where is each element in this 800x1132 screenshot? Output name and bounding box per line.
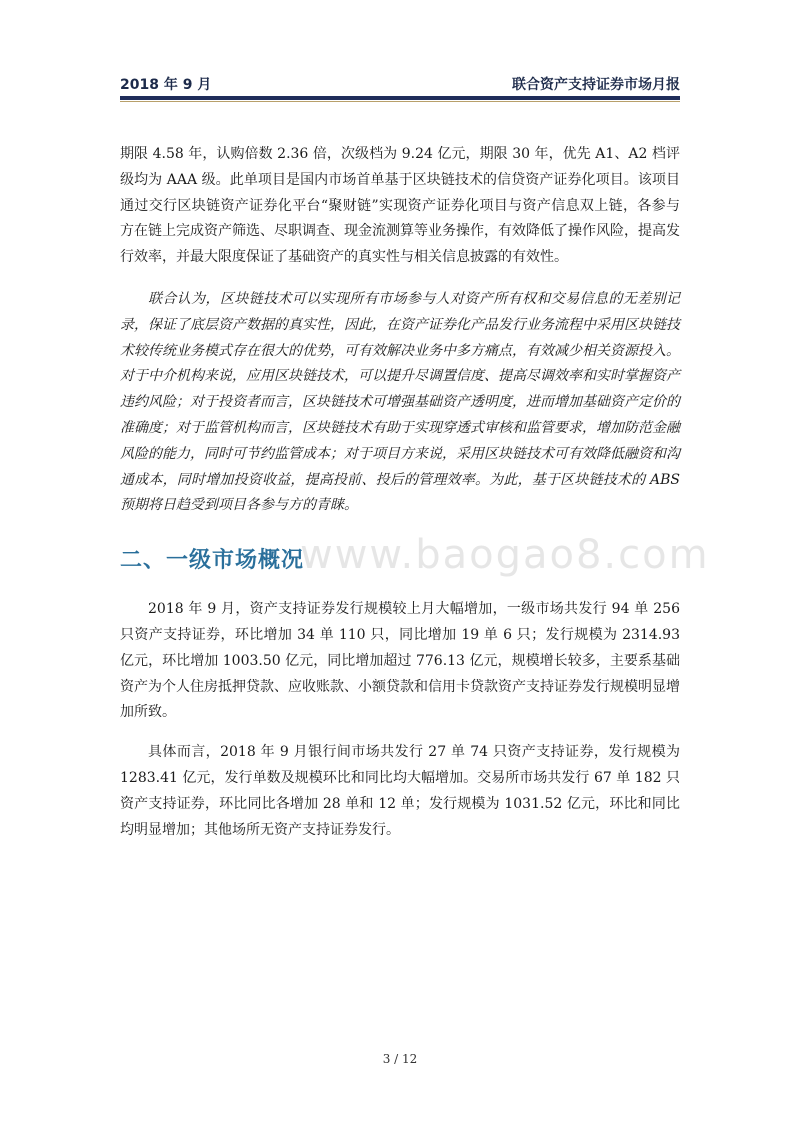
- header-rule: [120, 96, 680, 100]
- watermark: www.baogao8.com: [300, 532, 710, 578]
- header-date: 2018 年 9 月: [120, 77, 212, 93]
- paragraph-market-details: 具体而言，2018 年 9 月银行间市场共发行 27 单 74 只资产支持证券，发行规模为 1283.41 亿元，发行单数及规模环比和同比均大幅增加。交易所市场共发行 67 单 182 只资产支持证券，环比同比各增加 28 单和 12 单；发行规模为 1031.52 亿元，环比和同比均明显增加；其他场所无资产支持证券发行。: [120, 744, 680, 838]
- paragraph-blockchain-project: 期限 4.58 年，认购倍数 2.36 倍，次级档为 9.24 亿元，期限 30 年，优先 A1、A2 档评级均为 AAA 级。此单项目是国内市场首单基于区块链技术的信贷资产证券化项目。该项目通过交行区块链资产证券化平台“聚财链”实现资产证券化项目与资产信息双上链，各参与方在链上完成资产筛选、尽职调查、现金流测算等业务操作，有效降低了操作风险，提高发行效率，并最大限度保证了基础资产的真实性与相关信息披露的有效性。: [120, 146, 680, 266]
- header-title: 联合资产支持证券市场月报: [512, 77, 680, 93]
- page-number: 3 / 12: [382, 1052, 418, 1066]
- document-body: [120, 142, 680, 843]
- paragraph-blockchain-analysis: 联合认为，区块链技术可以实现所有市场参与人对资产所有权和交易信息的无差别记录，保证了底层资产数据的真实性，因此，在资产证券化产品发行业务流程中采用区块链技术较传统业务模式存在很大的优势，可有效解决业务中多方痛点，有效减少相关资源投入。对于中介机构来说，应用区块链技术，可以提升尽调置信度、提高尽调效率和实时掌握资产违约风险；对于投资者而言，区块链技术可增强基础资产透明度，进而增加基础资产定价的准确度；对于监管机构而言，区块链技术有助于实现穿透式审核和监管要求，增加防范金融风险的能力，同时可节约监管成本；对于项目方来说，采用区块链技术可有效降低融资和沟通成本，同时增加投资收益，提高投前、投后的管理效率。为此，基于区块链技术的 ABS 预期将日趋受到项目各参与方的青睐。: [120, 290, 680, 514]
- header-rule-accent: [120, 101, 680, 102]
- paragraph-market-overview: 2018 年 9 月，资产支持证券发行规模较上月大幅增加，一级市场共发行 94 单 256 只资产支持证券，环比增加 34 单 110 只，同比增加 19 单 6 只；发行规模为 2314.93 亿元，环比增加 1003.50 亿元，同比增加超过 776.13 亿元，规模增长较多，主要系基础资产为个人住房抵押贷款、应收账款、小额贷款和信用卡贷款资产支持证券发行规模明显增加所致。: [120, 601, 680, 721]
- page-header: [120, 74, 680, 96]
- section-heading-primary-market: 二、一级市场概况: [120, 548, 305, 574]
